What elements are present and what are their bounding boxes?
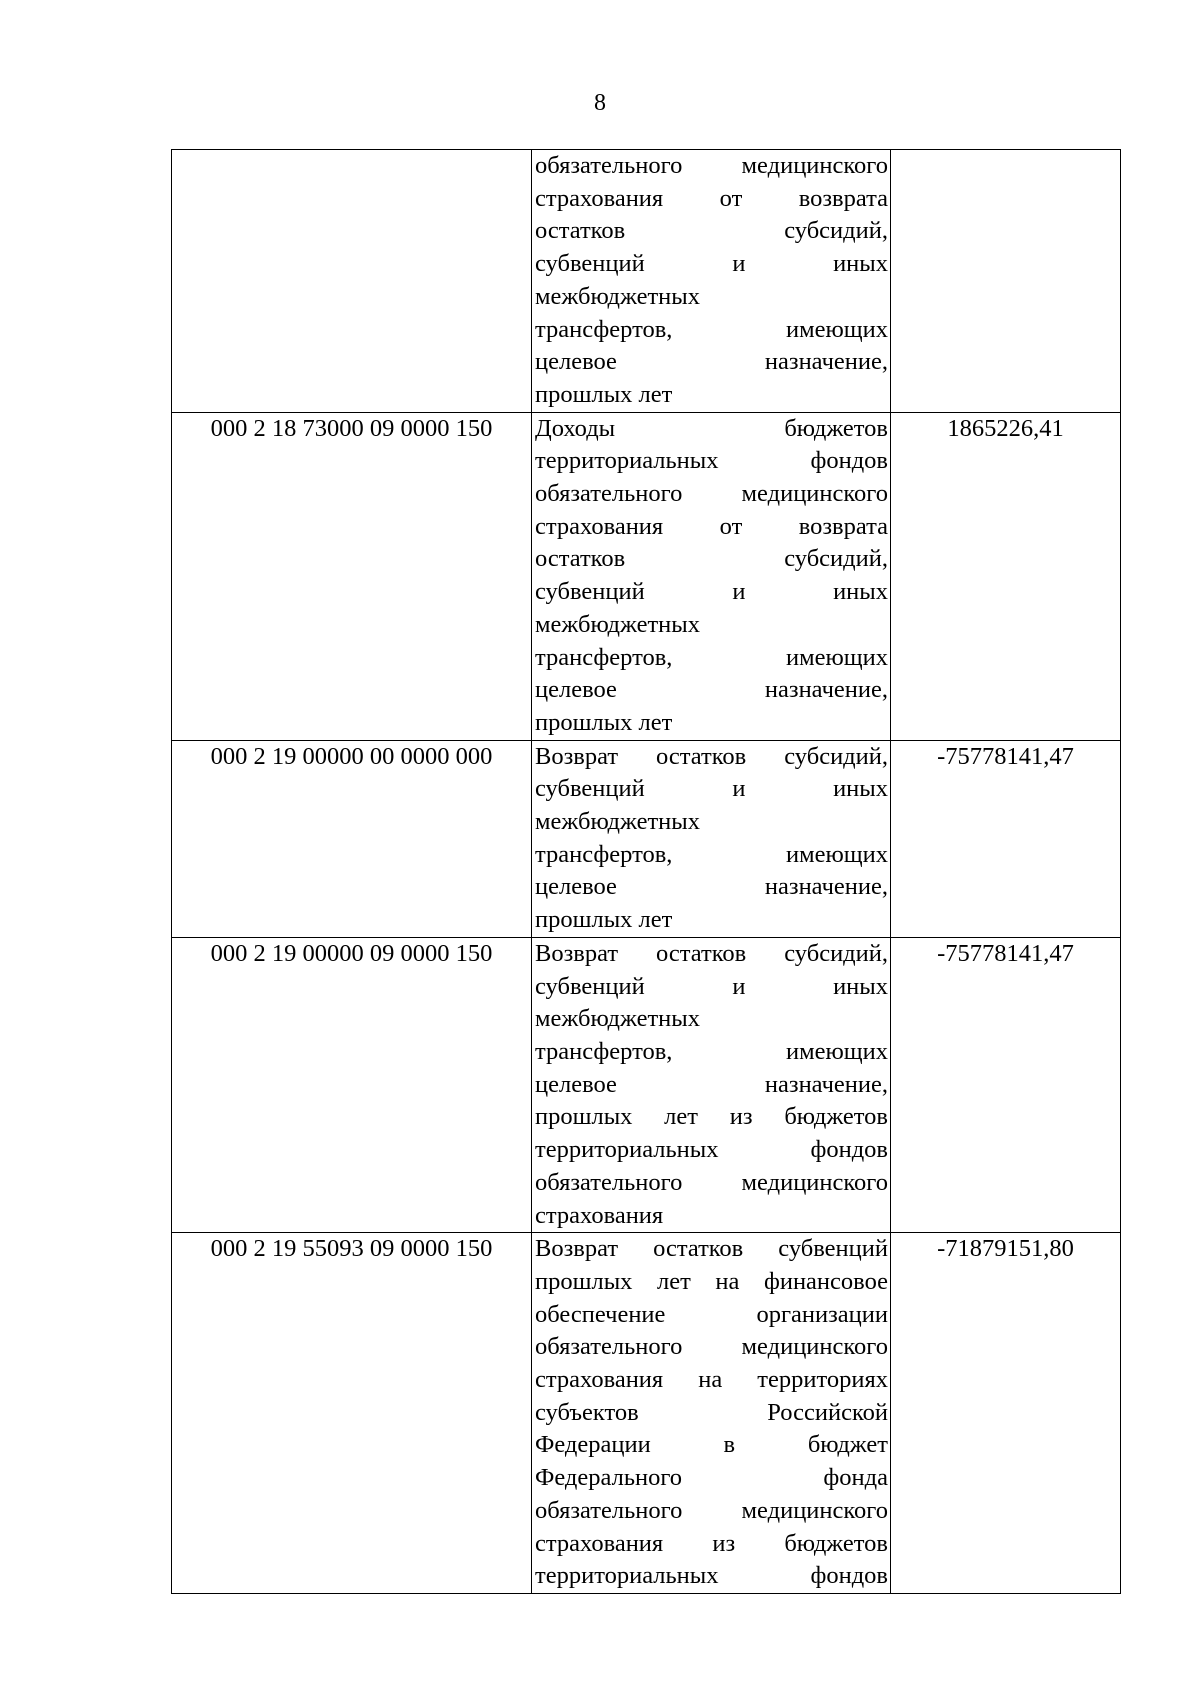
budget-name-cell (532, 150, 891, 413)
name-line: прошлых лет из бюджетов (535, 1103, 888, 1131)
name-line: страхования от возврата (535, 184, 888, 212)
name-line: обязательного медицинского (535, 1333, 888, 1361)
name-line: остатков субсидий, (535, 545, 888, 573)
budget-sum-cell: -75778141,47 (891, 740, 1121, 937)
budget-table (171, 149, 1121, 1594)
name-line: субвенций и иных (535, 578, 888, 606)
budget-name-cell (532, 740, 891, 937)
budget-table-body (172, 150, 1121, 1594)
budget-code-cell: 000 2 19 00000 09 0000 150 (172, 937, 532, 1232)
budget-code-cell (172, 150, 532, 413)
table-row (172, 412, 1121, 740)
name-line: остатков субсидий, (535, 217, 888, 245)
budget-name-cell (532, 412, 891, 740)
name-line: субвенций и иных (535, 775, 888, 803)
name-line: прошлых лет на финансовое (535, 1267, 888, 1295)
name-line: территориальных фондов (535, 1562, 888, 1590)
name-line: субъектов Российской (535, 1398, 888, 1426)
name-line: обязательного медицинского (535, 480, 888, 508)
budget-code-cell: 000 2 19 00000 00 0000 000 (172, 740, 532, 937)
table-row (172, 937, 1121, 1232)
budget-sum-cell (891, 150, 1121, 413)
name-line: целевое назначение, (535, 1070, 888, 1098)
name-line: межбюджетных (535, 610, 700, 638)
name-line: Возврат остатков субвенций (535, 1235, 888, 1263)
name-line: обязательного медицинского (535, 1168, 888, 1196)
name-line: трансфертов, имеющих (535, 1037, 888, 1065)
name-line: страхования от возврата (535, 512, 888, 540)
budget-sum-cell: 1865226,41 (891, 412, 1121, 740)
name-line: целевое назначение, (535, 348, 888, 376)
budget-name-cell (532, 937, 891, 1232)
name-line: обеспечение организации (535, 1300, 888, 1328)
table-row (172, 150, 1121, 413)
name-line: межбюджетных (535, 1005, 700, 1033)
name-line: прошлых лет (535, 380, 673, 408)
name-line: обязательного медицинского (535, 1496, 888, 1524)
name-line: страхования из бюджетов (535, 1529, 888, 1557)
name-line: трансфертов, имеющих (535, 840, 888, 868)
name-line: страхования (535, 1201, 664, 1229)
name-line: территориальных фондов (535, 447, 888, 475)
name-line: межбюджетных (535, 808, 700, 836)
budget-sum-cell: -71879151,80 (891, 1233, 1121, 1594)
budget-sum-cell: -75778141,47 (891, 937, 1121, 1232)
name-line: Федерального фонда (535, 1464, 888, 1492)
name-line: Федерации в бюджет (535, 1431, 888, 1459)
table-row (172, 1233, 1121, 1594)
name-line: прошлых лет (535, 906, 673, 934)
budget-code-cell: 000 2 19 55093 09 0000 150 (172, 1233, 532, 1594)
name-line: целевое назначение, (535, 873, 888, 901)
budget-name-cell (532, 1233, 891, 1594)
name-line: обязательного медицинского (535, 152, 888, 179)
name-line: Возврат остатков субсидий, (535, 742, 888, 770)
name-line: прошлых лет (535, 708, 673, 736)
budget-code-cell: 000 2 18 73000 09 0000 150 (172, 412, 532, 740)
name-line: межбюджетных (535, 282, 700, 310)
name-line: Возврат остатков субсидий, (535, 939, 888, 967)
name-line: страхования на территориях (535, 1366, 888, 1394)
name-line: трансфертов, имеющих (535, 643, 888, 671)
table-row (172, 740, 1121, 937)
name-line: территориальных фондов (535, 1136, 888, 1164)
name-line: субвенций и иных (535, 972, 888, 1000)
name-line: субвенций и иных (535, 250, 888, 278)
page-number: 8 (594, 90, 606, 116)
name-line: трансфертов, имеющих (535, 315, 888, 343)
name-line: Доходы бюджетов (535, 414, 888, 442)
name-line: целевое назначение, (535, 676, 888, 704)
